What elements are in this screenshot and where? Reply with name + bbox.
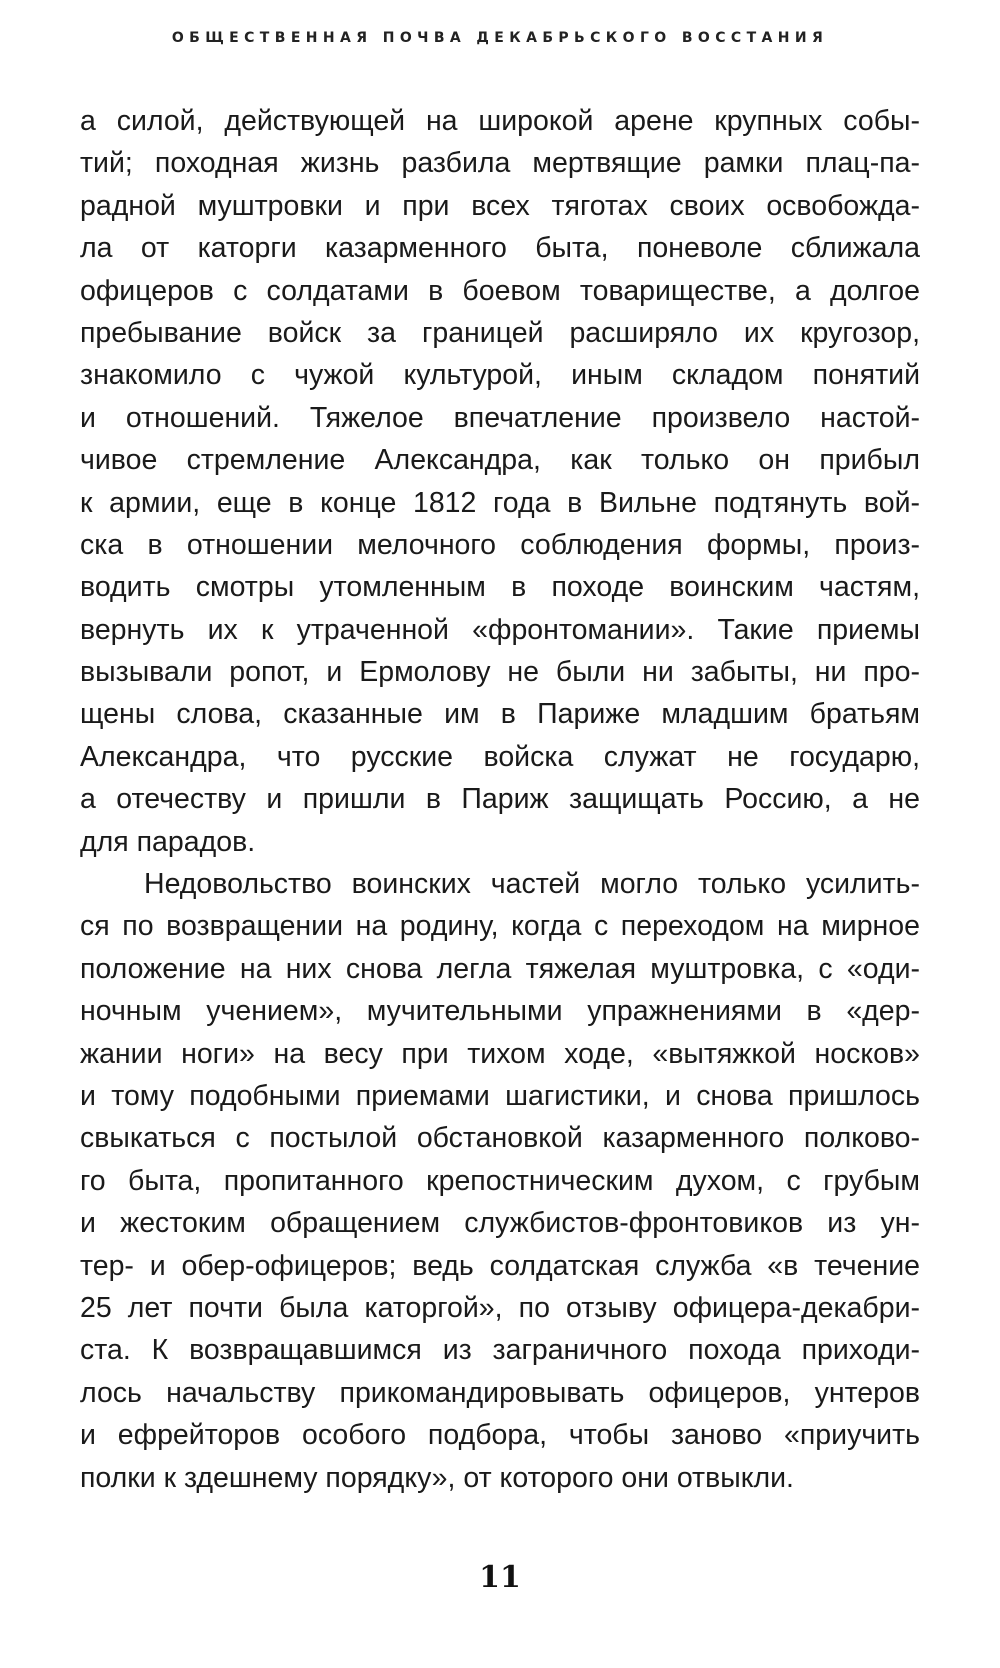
text-line: а силой, действующей на широкой арене крупных собы- [80,105,920,137]
text-line: знакомило с чужой культурой, иным складом понятий [80,359,920,392]
paragraph-1 [80,100,920,863]
text-line: лось начальству прикомандировывать офицеров, унтеров [80,1376,920,1409]
text-line: вызывали ропот, и Ермолову не были ни забыты, ни про- [80,656,920,689]
text-line: для парадов. [80,825,256,858]
text-line: тер- и обер-офицеров; ведь солдатская служба «в течение [80,1249,920,1282]
text-line: и отношений. Тяжелое впечатление произвело настой- [80,401,920,434]
text-line: го быта, пропитанного крепостническим духом, с грубым [80,1164,920,1197]
text-line: и тому подобными приемами шагистики, и снова пришлось [80,1079,920,1112]
text-line: а отечеству и пришли в Париж защищать Россию, а не [80,783,920,816]
text-line: водить смотры утомленным в походе воинским частям, [80,571,920,604]
text-line: ста. К возвращавшимся из заграничного похода приходи- [80,1334,920,1367]
text-line: ночным учением», мучительными упражнениями в «дер- [80,995,920,1028]
body-text [80,100,920,1499]
text-line: пребывание войск за границей расширяло их кругозор, [80,316,920,349]
text-line: офицеров с солдатами в боевом товариществе, а долгое [80,274,920,307]
text-line: вернуть их к утраченной «фронтомании». Такие приемы [80,613,920,646]
text-line: Александра, что русские войска служат не государю, [80,740,920,773]
text-line: свыкаться с постылой обстановкой казарменного полково- [80,1122,920,1155]
text-line: полки к здешнему порядку», от которого они отвыкли. [80,1461,794,1494]
page-number: 11 [479,1560,521,1595]
running-head: ОБЩЕСТВЕННАЯ ПОЧВА ДЕКАБРЬСКОГО ВОССТАНИЯ [171,30,829,46]
text-line: к армии, еще в конце 1812 года в Вильне подтянуть вой- [80,486,920,519]
text-line: ла от каторги казарменного быта, поневоле сближала [80,232,920,265]
text-line: и жестоким обращением службистов-фронтовиков из ун- [80,1207,920,1240]
text-line: щены слова, сказанные им в Париже младшим братьям [80,698,920,731]
text-line: жании ноги» на весу при тихом ходе, «вытяжкой носков» [80,1037,920,1070]
text-line: и ефрейторов особого подбора, чтобы заново «приучить [80,1419,920,1452]
text-line: положение на них снова легла тяжелая муштровка, с «оди- [80,952,920,985]
text-line: радной муштровки и при всех тяготах своих освобожда- [80,189,920,222]
text-line: ска в отношении мелочного соблюдения формы, произ- [80,528,920,561]
text-line: Недовольство воинских частей могло только усилить- [144,868,920,901]
text-line: чивое стремление Александра, как только он прибыл [80,444,920,477]
text-line: ся по возвращении на родину, когда с переходом на мирное [80,910,920,943]
text-line: тий; походная жизнь разбила мертвящие рамки плац-па- [80,147,920,180]
text-line: 25 лет почти была каторгой», по отзыву офицера-декабри- [80,1291,920,1324]
paragraph-2 [80,863,920,1499]
